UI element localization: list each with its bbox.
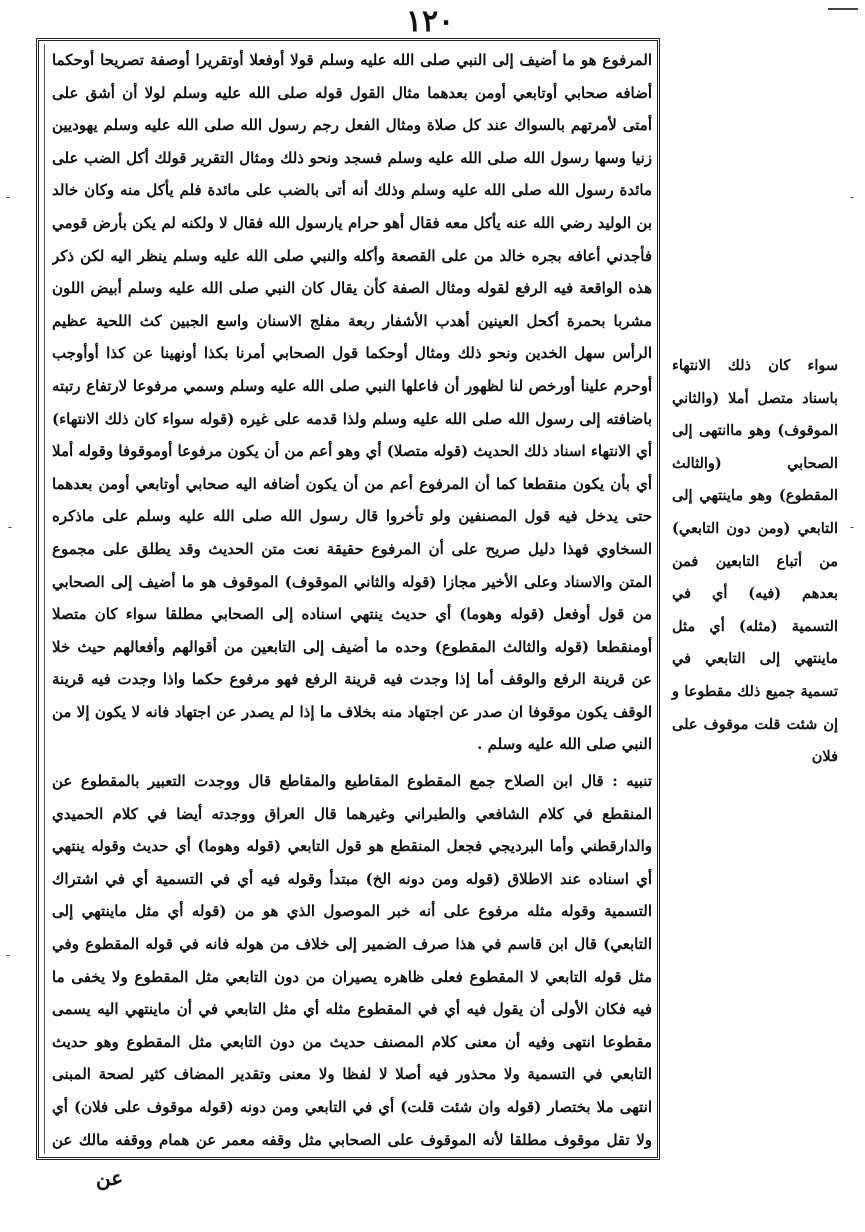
catchword: عن: [96, 1166, 124, 1190]
margin-mark: -: [6, 948, 11, 962]
margin-mark: -: [850, 520, 855, 534]
main-commentary: [52, 44, 652, 1156]
frame-inner-rule: [44, 44, 45, 1154]
top-rule: [828, 8, 858, 10]
main-paragraph-2: تنبيه : قال ابن الصلاح جمع المقطوع المقاطيع والمقاطع قال ووجدت التعبير بالمقطوع عن المنقطع في كلام الشافعي والطبراني وغيرهما قال العراق ووجدته أيضا في كلام الحميدي والدارقطني وأما البرديجي فجعل المنقطع هو قول التابعي (قوله وهوما) أي حديث وقوله ينتهي أي اسناده عند الاطلاق (قوله ومن دونه الخ) مبتدأ وقوله فيه أي في التسمية أي في اشتراك التسمية وقوله مثله مرفوع على أنه خبر الموصول الذي هو من (قوله أي مثل ماينتهي إلى التابعي) قال ابن قاسم في هذا صرف الضمير إلى خلاف من هوله فانه في قوله المقطوع وفي مثل قوله التابعي لا المقطوع فعلى ظاهره يصيران من دون التابعي مثل المقطوع ولا يخفى ما فيه فكان الأولى أن يقول فيه أي في المقطوع مثله أي مثل التابعي في أن ماينتهي اليه يسمى مقطوعا انتهى وفيه أن معنى كلام المصنف حديث من دون التابعي مثل المقطوع وهو حديث التابعي في التسمية ولا محذور فيه أصلا لا لفظا ولا معنى وتقدير المضاف كثير لصحة المبنى انتهى ملا بختصار (قوله وان شئت قلت) أي في التابعي ومن دونه (قوله موقوف على فلان) أي ولا تقل موقوف مطلقا لأنه الموقوف على الصحابي مثل وقفه معمر عن همام ووقفه مالك عن: [52, 772, 652, 1149]
margin-mark: -: [8, 520, 13, 534]
margin-mark: -: [6, 190, 11, 204]
margin-mark: -: [850, 190, 855, 204]
margin-matn-text: سواء كان ذلك الانتهاء باسناد متصل أملا (والثاني الموقوف) وهو ماانتهى إلى الصحابي (والثالث المقطوع) وهو ماينتهي إلى التابعي (ومن دون التابعي) من أتباع التابعين فمن بعدهم (فيه) أي في التسمية (مثله) أي مثل ماينتهي إلى التابعي في تسمية جميع ذلك مقطوعا و إن شئت قلت موقوف على فلان: [672, 357, 838, 766]
main-paragraph-1: المرفوع هو ما أضيف إلى النبي صلى الله عليه وسلم قولا أوفعلا أوتقريرا أوصفة تصريحا أوحكما أضافه صحابي أوتابعي أومن بعدهما مثال القول قوله صلى الله عليه وسلم لولا أن أشق على أمتى لأمرتهم بالسواك عند كل صلاة ومثال الفعل رجم رسول الله صلى الله عليه وسلم يهوديين زنيا وسها رسول الله صلى الله عليه وسلم فسجد ونحو ذلك ومثال التقرير قولك أكل الضب على مائدة رسول الله صلى الله عليه وسلم وذلك أنه أتى بالضب على مائدة فلم يأكل منه وكان خالد بن الوليد رضي الله عنه يأكل معه فقال أهو حرام يارسول الله فقال لا ولكنه لم يكن بأرض قومي فأجدني أعافه بجره خالد من على القصعة وأكله والنبي صلى الله عليه وسلم ينظر اليه لكن ذكر هذه الواقعة فيه الرفع لقوله ومثال الصفة كأن يقال كان النبي صلى الله عليه وسلم أبيض اللون مشربا بحمرة أكحل العينين أهدب الأشفار ربعة مفلج الاسنان واسع الجبين كث اللحية عظيم الرأس سهل الخدين ونحو ذلك ومثال أوحكما قول الصحابي أمرنا بكذا أونهينا عن كذا أوأوجب أوحرم علينا أورخص لنا لظهور أن فاعلها النبي صلى الله عليه وسلم وسمي مرفوعا لارتفاع رتبته باضافته إلى رسول الله صلى الله عليه وسلم ولذا قدمه على غيره (قوله سواء كان ذلك الانتهاء) أي الانتهاء اسناد ذلك الحديث (قوله متصلا) أي وهو أعم من أن يكون مرفوعا أوموقوفا وقوله أملا أي بأن يكون منقطعا كما أن المرفوع أعم من أن يكون أضافه اليه صحابي أوتابعي أومن بعدهما حتى يدخل فيه قول المصنفين ولو تأخروا قال رسول الله صلى الله عليه وسلم على ماذكره السخاوي فهذا دليل صريح على أن المرفوع حقيقة نعت متن الحديث وقد يطلق على مجموع المتن والاسناد وعلى الأخير مجازا (قوله والثاني الموقوف) الموقوف هو ما أضيف إلى الصحابي من قول أوفعل (قوله وهوما) أي حديث ينتهي اسناده إلى الصحابي مطلقا سواء كان متصلا أومنقطعا (قوله والثالث المقطوع) وحده ما أضيف إلى التابعين من أقوالهم وأفعالهم حيث خلا عن قرينة الرفع والوقف أما إذا وجدت فيه قرينة الرفع فهو مرفوع حكما واذا وجدت فيه قرينة الوقف يكون موقوفا ان صدر عن اجتهاد منه بخلاف ما إذا لم يصدر عن اجتهاد فانه لا يكون إلا من النبي صلى الله عليه وسلم .: [52, 51, 652, 754]
page-number: ١٢٠: [405, 4, 455, 39]
